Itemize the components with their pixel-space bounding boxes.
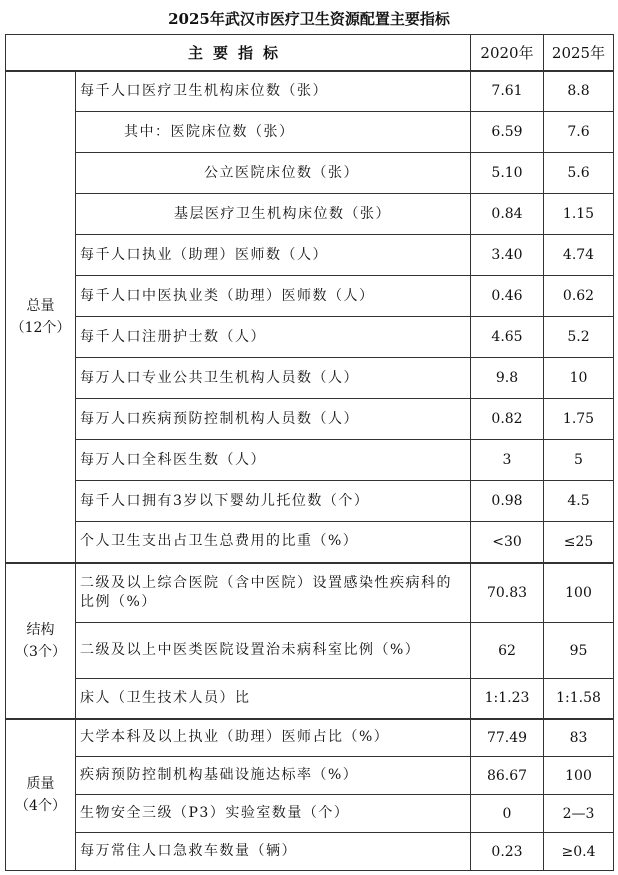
value-2020: 0 <box>471 795 544 833</box>
value-2025: 100 <box>544 757 614 795</box>
value-2025: 0.62 <box>544 276 614 317</box>
value-2020: 0.46 <box>471 276 544 317</box>
table-row <box>6 276 614 317</box>
value-2020: <30 <box>471 522 544 563</box>
value-2020: 9.8 <box>471 358 544 399</box>
value-2025: 2—3 <box>544 795 614 833</box>
value-2025: ≤25 <box>544 522 614 563</box>
category-name: 总量 <box>26 297 55 314</box>
value-2025: 83 <box>544 719 614 757</box>
indicator-cell: 床人（卫生技术人员）比 <box>76 679 471 719</box>
value-2025: 100 <box>544 563 614 623</box>
header-indicator: 主要指标 <box>6 35 471 71</box>
value-2020: 0.98 <box>471 481 544 522</box>
indicators-table <box>5 34 614 871</box>
category-count: （12个） <box>10 319 71 336</box>
table-row <box>6 481 614 522</box>
indicator-cell: 每千人口执业（助理）医师数（人） <box>76 235 471 276</box>
value-2025: 1.15 <box>544 194 614 235</box>
indicator-cell: 个人卫生支出占卫生总费用的比重（%） <box>76 522 471 563</box>
table-row <box>6 795 614 833</box>
document-title: 2025年武汉市医疗卫生资源配置主要指标 <box>168 10 450 28</box>
value-2020: 5.10 <box>471 153 544 194</box>
table-row <box>6 440 614 481</box>
value-2020: 0.84 <box>471 194 544 235</box>
value-2020: 86.67 <box>471 757 544 795</box>
indicator-cell: 二级及以上中医类医院设置治未病科室比例（%） <box>76 623 471 679</box>
table-row <box>6 833 614 871</box>
value-2020: 6.59 <box>471 112 544 153</box>
indicator-cell: 每千人口中医执业类（助理）医师数（人） <box>76 276 471 317</box>
header-row <box>6 35 614 71</box>
value-2025: 1.75 <box>544 399 614 440</box>
value-2025: 5.2 <box>544 317 614 358</box>
value-2025: 5 <box>544 440 614 481</box>
indicator-cell: 每千人口拥有3岁以下婴幼儿托位数（个） <box>76 481 471 522</box>
indicator-cell: 每万常住人口急救车数量（辆） <box>76 833 471 871</box>
value-2020: 70.83 <box>471 563 544 623</box>
table-row <box>6 194 614 235</box>
indicator-cell: 基层医疗卫生机构床位数（张） <box>76 194 471 235</box>
value-2020: 77.49 <box>471 719 544 757</box>
indicator-cell: 疾病预防控制机构基础设施达标率（%） <box>76 757 471 795</box>
indicator-cell: 每千人口医疗卫生机构床位数（张） <box>76 71 471 112</box>
category-count: （4个） <box>15 797 66 814</box>
value-2020: 3.40 <box>471 235 544 276</box>
value-2020: 0.23 <box>471 833 544 871</box>
indicator-cell: 每万人口专业公共卫生机构人员数（人） <box>76 358 471 399</box>
table-row <box>6 757 614 795</box>
category-cell-total <box>6 71 76 563</box>
indicator-cell: 公立医院床位数（张） <box>76 153 471 194</box>
category-cell-quality <box>6 719 76 871</box>
value-2025: 5.6 <box>544 153 614 194</box>
value-2020: 0.82 <box>471 399 544 440</box>
table-row <box>6 623 614 679</box>
header-2025: 2025年 <box>544 35 614 71</box>
indicator-cell: 其中：医院床位数（张） <box>76 112 471 153</box>
header-2020: 2020年 <box>471 35 544 71</box>
indicator-cell: 每万人口全科医生数（人） <box>76 440 471 481</box>
category-cell-structure <box>6 563 76 719</box>
value-2025: 8.8 <box>544 71 614 112</box>
table-row <box>6 317 614 358</box>
category-name: 结构 <box>26 621 55 638</box>
value-2025: 4.74 <box>544 235 614 276</box>
table-row <box>6 153 614 194</box>
indicator-cell: 每万人口疾病预防控制机构人员数（人） <box>76 399 471 440</box>
value-2020: 7.61 <box>471 71 544 112</box>
value-2025: 1:1.58 <box>544 679 614 719</box>
table-row <box>6 719 614 757</box>
value-2025: ≥0.4 <box>544 833 614 871</box>
table-row <box>6 399 614 440</box>
table-row <box>6 679 614 719</box>
indicator-cell: 二级及以上综合医院（含中医院）设置感染性疾病科的比例（%） <box>76 563 471 623</box>
indicator-cell: 大学本科及以上执业（助理）医师占比（%） <box>76 719 471 757</box>
value-2025: 10 <box>544 358 614 399</box>
indicator-cell: 每千人口注册护士数（人） <box>76 317 471 358</box>
category-name: 质量 <box>26 775 55 792</box>
value-2020: 62 <box>471 623 544 679</box>
value-2020: 3 <box>471 440 544 481</box>
table-row <box>6 235 614 276</box>
value-2025: 7.6 <box>544 112 614 153</box>
table-row <box>6 71 614 112</box>
value-2020: 4.65 <box>471 317 544 358</box>
value-2025: 95 <box>544 623 614 679</box>
table-row <box>6 358 614 399</box>
category-count: （3个） <box>15 643 66 660</box>
value-2025: 4.5 <box>544 481 614 522</box>
table-row <box>6 112 614 153</box>
indicator-cell: 生物安全三级（P3）实验室数量（个） <box>76 795 471 833</box>
value-2020: 1:1.23 <box>471 679 544 719</box>
table-row <box>6 522 614 563</box>
table-row <box>6 563 614 623</box>
